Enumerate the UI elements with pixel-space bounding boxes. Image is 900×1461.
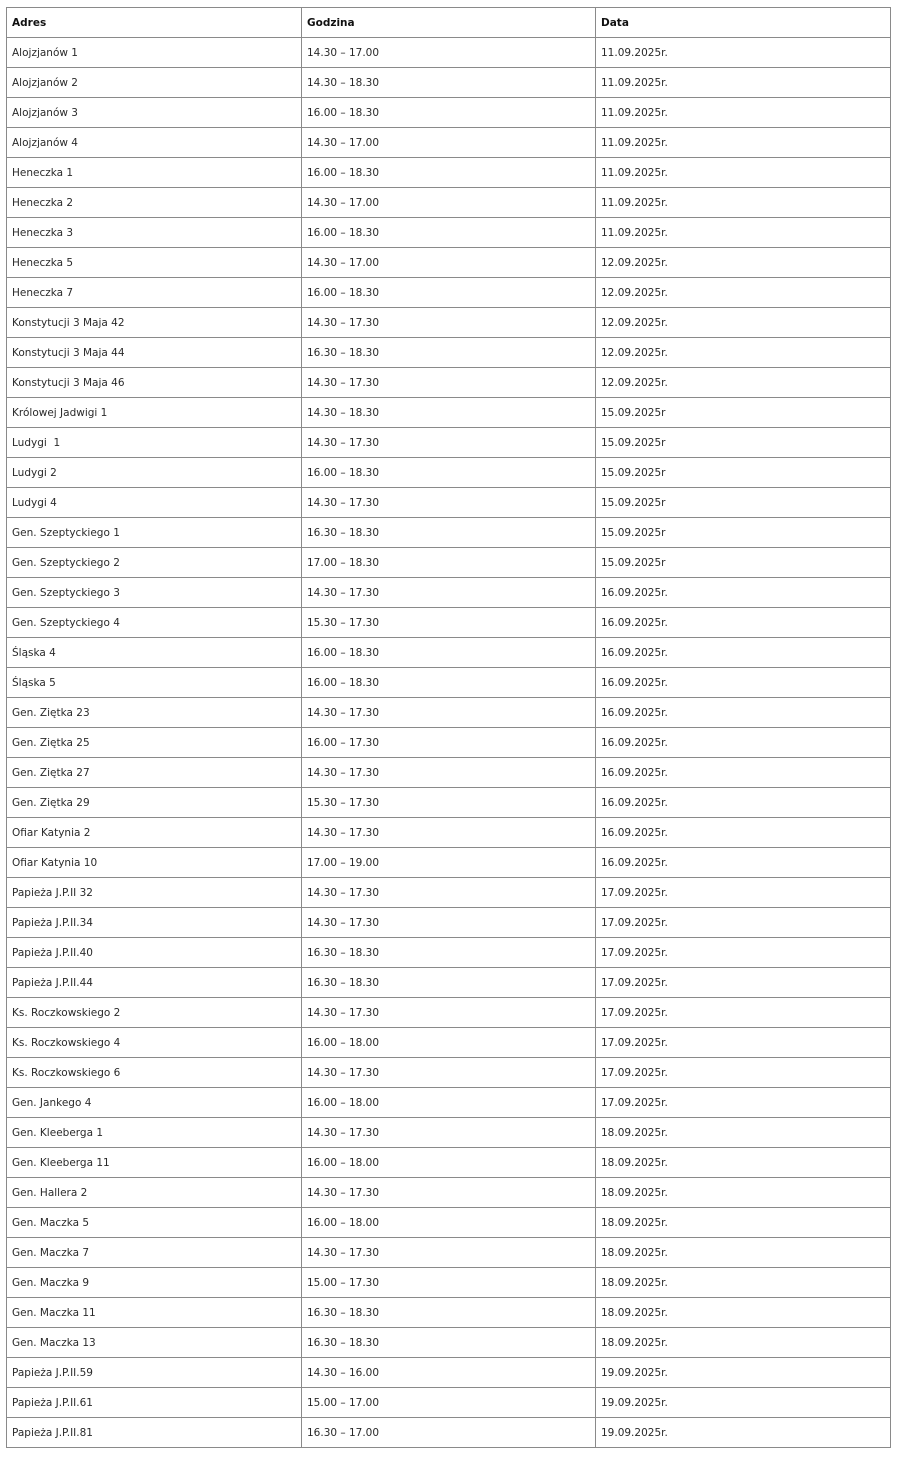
cell-date: 17.09.2025r. [596, 878, 891, 908]
cell-address: Gen. Ziętka 29 [7, 788, 302, 818]
cell-time: 14.30 – 17.30 [302, 578, 596, 608]
cell-time: 14.30 – 17.30 [302, 908, 596, 938]
cell-time: 14.30 – 17.30 [302, 1238, 596, 1268]
cell-address: Heneczka 3 [7, 218, 302, 248]
cell-date: 12.09.2025r. [596, 338, 891, 368]
cell-date: 18.09.2025r. [596, 1238, 891, 1268]
schedule-table [6, 7, 891, 1448]
table-row [7, 848, 891, 878]
cell-time: 16.00 – 18.00 [302, 1208, 596, 1238]
table-row [7, 728, 891, 758]
cell-time: 16.30 – 18.30 [302, 518, 596, 548]
cell-time: 16.30 – 18.30 [302, 968, 596, 998]
cell-address: Gen. Kleeberga 11 [7, 1148, 302, 1178]
cell-address: Ofiar Katynia 10 [7, 848, 302, 878]
cell-time: 14.30 – 17.30 [302, 368, 596, 398]
cell-date: 16.09.2025r. [596, 608, 891, 638]
cell-address: Gen. Maczka 7 [7, 1238, 302, 1268]
cell-date: 11.09.2025r. [596, 98, 891, 128]
cell-time: 14.30 – 17.30 [302, 998, 596, 1028]
table-row [7, 218, 891, 248]
cell-time: 15.00 – 17.00 [302, 1388, 596, 1418]
cell-address: Heneczka 5 [7, 248, 302, 278]
cell-time: 16.00 – 18.00 [302, 1028, 596, 1058]
cell-date: 19.09.2025r. [596, 1418, 891, 1448]
cell-time: 15.30 – 17.30 [302, 788, 596, 818]
table-row [7, 938, 891, 968]
table-row [7, 1058, 891, 1088]
cell-address: Alojzjanów 2 [7, 68, 302, 98]
column-header-date: Data [596, 8, 891, 38]
cell-date: 19.09.2025r. [596, 1388, 891, 1418]
cell-date: 18.09.2025r. [596, 1178, 891, 1208]
table-row [7, 1328, 891, 1358]
table-row [7, 1418, 891, 1448]
cell-time: 14.30 – 17.00 [302, 38, 596, 68]
table-row [7, 488, 891, 518]
cell-address: Papieża J.P.II.34 [7, 908, 302, 938]
table-row [7, 278, 891, 308]
cell-time: 14.30 – 17.30 [302, 818, 596, 848]
cell-address: Konstytucji 3 Maja 42 [7, 308, 302, 338]
table-row [7, 1118, 891, 1148]
table-row [7, 428, 891, 458]
cell-address: Ludygi 1 [7, 428, 302, 458]
cell-time: 14.30 – 17.30 [302, 428, 596, 458]
cell-address: Papieża J.P.II.61 [7, 1388, 302, 1418]
cell-address: Konstytucji 3 Maja 46 [7, 368, 302, 398]
cell-date: 16.09.2025r. [596, 638, 891, 668]
cell-time: 16.00 – 18.00 [302, 1088, 596, 1118]
cell-time: 16.00 – 17.30 [302, 728, 596, 758]
cell-date: 11.09.2025r. [596, 38, 891, 68]
table-row [7, 1178, 891, 1208]
table-row [7, 968, 891, 998]
cell-time: 14.30 – 17.00 [302, 128, 596, 158]
cell-time: 14.30 – 17.00 [302, 188, 596, 218]
cell-address: Śląska 4 [7, 638, 302, 668]
table-row [7, 998, 891, 1028]
cell-time: 16.00 – 18.00 [302, 1148, 596, 1178]
cell-address: Gen. Kleeberga 1 [7, 1118, 302, 1148]
cell-address: Ks. Roczkowskiego 4 [7, 1028, 302, 1058]
cell-time: 14.30 – 16.00 [302, 1358, 596, 1388]
cell-time: 16.00 – 18.30 [302, 668, 596, 698]
cell-address: Ludygi 4 [7, 488, 302, 518]
cell-address: Konstytucji 3 Maja 44 [7, 338, 302, 368]
table-row [7, 818, 891, 848]
cell-date: 12.09.2025r. [596, 278, 891, 308]
table-row [7, 68, 891, 98]
table-row [7, 368, 891, 398]
cell-time: 14.30 – 17.30 [302, 488, 596, 518]
cell-date: 11.09.2025r. [596, 158, 891, 188]
table-row [7, 1088, 891, 1118]
table-row [7, 878, 891, 908]
table-row [7, 38, 891, 68]
table-row [7, 908, 891, 938]
cell-address: Gen. Szeptyckiego 1 [7, 518, 302, 548]
cell-time: 16.30 – 18.30 [302, 1328, 596, 1358]
cell-address: Papieża J.P.II.44 [7, 968, 302, 998]
cell-address: Gen. Szeptyckiego 4 [7, 608, 302, 638]
cell-date: 15.09.2025r [596, 428, 891, 458]
cell-date: 12.09.2025r. [596, 248, 891, 278]
cell-address: Gen. Ziętka 27 [7, 758, 302, 788]
cell-date: 15.09.2025r [596, 548, 891, 578]
cell-address: Gen. Ziętka 25 [7, 728, 302, 758]
cell-address: Gen. Maczka 11 [7, 1298, 302, 1328]
table-row [7, 758, 891, 788]
cell-date: 11.09.2025r. [596, 218, 891, 248]
cell-date: 16.09.2025r. [596, 728, 891, 758]
cell-date: 17.09.2025r. [596, 1028, 891, 1058]
cell-time: 16.00 – 18.30 [302, 218, 596, 248]
table-row [7, 608, 891, 638]
cell-address: Papieża J.P.II.81 [7, 1418, 302, 1448]
table-header-row [7, 8, 891, 38]
table-row [7, 98, 891, 128]
cell-address: Gen. Ziętka 23 [7, 698, 302, 728]
cell-date: 15.09.2025r [596, 398, 891, 428]
table-row [7, 698, 891, 728]
cell-date: 17.09.2025r. [596, 938, 891, 968]
cell-time: 16.30 – 17.00 [302, 1418, 596, 1448]
cell-date: 11.09.2025r. [596, 188, 891, 218]
cell-time: 16.30 – 18.30 [302, 938, 596, 968]
cell-date: 12.09.2025r. [596, 368, 891, 398]
cell-date: 17.09.2025r. [596, 968, 891, 998]
table-row [7, 1358, 891, 1388]
table-row [7, 1298, 891, 1328]
cell-address: Ludygi 2 [7, 458, 302, 488]
cell-date: 19.09.2025r. [596, 1358, 891, 1388]
cell-date: 11.09.2025r. [596, 128, 891, 158]
cell-time: 14.30 – 18.30 [302, 68, 596, 98]
table-row [7, 788, 891, 818]
cell-date: 18.09.2025r. [596, 1328, 891, 1358]
table-body [7, 38, 891, 1448]
cell-date: 11.09.2025r. [596, 68, 891, 98]
cell-date: 16.09.2025r. [596, 788, 891, 818]
cell-address: Heneczka 2 [7, 188, 302, 218]
table-row [7, 518, 891, 548]
column-header-time: Godzina [302, 8, 596, 38]
cell-time: 16.00 – 18.30 [302, 98, 596, 128]
cell-address: Papieża J.P.II 32 [7, 878, 302, 908]
cell-address: Gen. Hallera 2 [7, 1178, 302, 1208]
cell-date: 16.09.2025r. [596, 578, 891, 608]
cell-time: 14.30 – 17.30 [302, 878, 596, 908]
table-row [7, 1148, 891, 1178]
cell-time: 17.00 – 19.00 [302, 848, 596, 878]
cell-date: 16.09.2025r. [596, 698, 891, 728]
cell-address: Papieża J.P.II.59 [7, 1358, 302, 1388]
table-row [7, 188, 891, 218]
cell-address: Gen. Jankego 4 [7, 1088, 302, 1118]
cell-date: 16.09.2025r. [596, 848, 891, 878]
cell-date: 18.09.2025r. [596, 1148, 891, 1178]
table-row [7, 1388, 891, 1418]
column-header-address: Adres [7, 8, 302, 38]
cell-date: 18.09.2025r. [596, 1298, 891, 1328]
cell-time: 16.00 – 18.30 [302, 278, 596, 308]
table-row [7, 308, 891, 338]
cell-time: 17.00 – 18.30 [302, 548, 596, 578]
table-row [7, 458, 891, 488]
table-row [7, 1208, 891, 1238]
cell-time: 14.30 – 17.30 [302, 308, 596, 338]
cell-time: 14.30 – 17.30 [302, 1118, 596, 1148]
table-row [7, 158, 891, 188]
cell-date: 16.09.2025r. [596, 668, 891, 698]
cell-address: Gen. Szeptyckiego 3 [7, 578, 302, 608]
table-row [7, 248, 891, 278]
table-row [7, 578, 891, 608]
cell-time: 16.00 – 18.30 [302, 158, 596, 188]
cell-date: 16.09.2025r. [596, 818, 891, 848]
cell-time: 16.00 – 18.30 [302, 458, 596, 488]
cell-date: 15.09.2025r [596, 488, 891, 518]
cell-address: Królowej Jadwigi 1 [7, 398, 302, 428]
cell-date: 17.09.2025r. [596, 998, 891, 1028]
cell-address: Gen. Maczka 13 [7, 1328, 302, 1358]
cell-time: 14.30 – 18.30 [302, 398, 596, 428]
cell-time: 15.30 – 17.30 [302, 608, 596, 638]
cell-date: 18.09.2025r. [596, 1268, 891, 1298]
table-row [7, 638, 891, 668]
cell-date: 12.09.2025r. [596, 308, 891, 338]
cell-time: 16.00 – 18.30 [302, 638, 596, 668]
cell-date: 17.09.2025r. [596, 908, 891, 938]
cell-date: 18.09.2025r. [596, 1208, 891, 1238]
table-row [7, 668, 891, 698]
cell-time: 14.30 – 17.30 [302, 1178, 596, 1208]
cell-time: 14.30 – 17.30 [302, 1058, 596, 1088]
table-row [7, 1238, 891, 1268]
cell-time: 14.30 – 17.30 [302, 698, 596, 728]
cell-date: 15.09.2025r [596, 518, 891, 548]
table-row [7, 128, 891, 158]
cell-time: 14.30 – 17.30 [302, 758, 596, 788]
cell-address: Alojzjanów 4 [7, 128, 302, 158]
cell-address: Ofiar Katynia 2 [7, 818, 302, 848]
cell-address: Alojzjanów 1 [7, 38, 302, 68]
cell-time: 16.30 – 18.30 [302, 1298, 596, 1328]
table-row [7, 548, 891, 578]
table-row [7, 1268, 891, 1298]
cell-address: Alojzjanów 3 [7, 98, 302, 128]
cell-date: 18.09.2025r. [596, 1118, 891, 1148]
cell-time: 14.30 – 17.00 [302, 248, 596, 278]
table-row [7, 338, 891, 368]
cell-date: 15.09.2025r [596, 458, 891, 488]
cell-address: Ks. Roczkowskiego 6 [7, 1058, 302, 1088]
cell-date: 16.09.2025r. [596, 758, 891, 788]
cell-time: 15.00 – 17.30 [302, 1268, 596, 1298]
cell-address: Papieża J.P.II.40 [7, 938, 302, 968]
cell-address: Gen. Maczka 5 [7, 1208, 302, 1238]
table-row [7, 398, 891, 428]
cell-address: Heneczka 7 [7, 278, 302, 308]
cell-time: 16.30 – 18.30 [302, 338, 596, 368]
cell-address: Gen. Szeptyckiego 2 [7, 548, 302, 578]
cell-address: Gen. Maczka 9 [7, 1268, 302, 1298]
table-row [7, 1028, 891, 1058]
cell-address: Heneczka 1 [7, 158, 302, 188]
cell-date: 17.09.2025r. [596, 1058, 891, 1088]
cell-address: Śląska 5 [7, 668, 302, 698]
cell-date: 17.09.2025r. [596, 1088, 891, 1118]
cell-address: Ks. Roczkowskiego 2 [7, 998, 302, 1028]
